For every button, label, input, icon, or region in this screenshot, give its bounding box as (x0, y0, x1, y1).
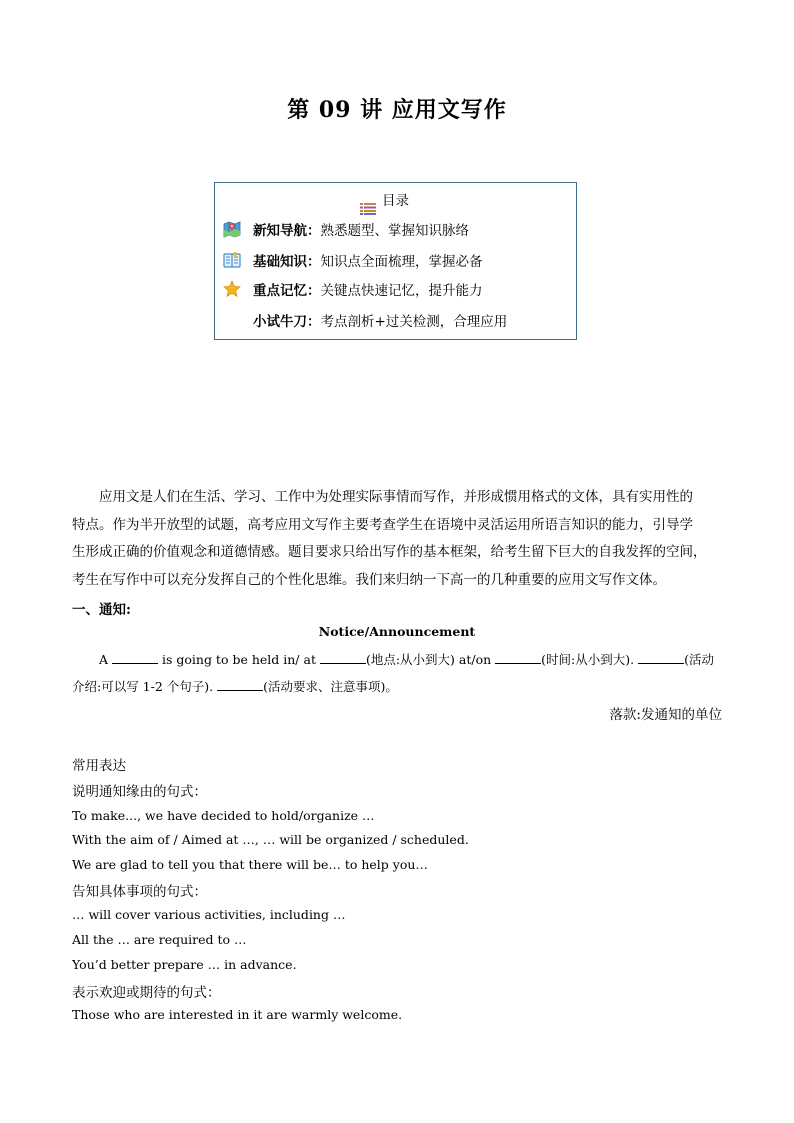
expression-line: All the … are required to … (72, 932, 247, 947)
notice-template-line-1 (99, 650, 714, 668)
blank-line (638, 651, 684, 664)
toc-item-label: 小试牛刀： (253, 314, 321, 330)
list-icon (360, 203, 376, 215)
table-of-contents (214, 182, 577, 340)
template-text: A (99, 652, 109, 667)
toc-item-text: 关键点快速记忆，提升能力 (320, 283, 483, 299)
intro-line: 考生在写作中可以充分发挥自己的个性化思维。我们来归纳一下高一的几种重要的应用文写作文体。 (72, 571, 666, 588)
toc-item-basics[interactable] (223, 249, 483, 271)
notice-template-line-2 (72, 677, 398, 695)
toc-item-practice[interactable] (223, 309, 507, 331)
template-text: (时间:从小到大). (541, 652, 635, 667)
toc-header: 目录 (382, 193, 409, 209)
template-text: is going to be held in/ at (162, 652, 316, 667)
toc-item-text: 考点剖析+过关检测，合理应用 (320, 314, 508, 330)
toc-item-label: 新知导航： (253, 223, 321, 239)
star-icon (223, 280, 241, 298)
expression-line: To make..., we have decided to hold/organize … (72, 808, 375, 823)
group-heading: 告知具体事项的句式： (72, 884, 207, 900)
template-text: 介绍:可以写 1-2 个句子). (72, 679, 214, 694)
group-heading: 说明通知缘由的句式： (72, 784, 207, 800)
template-text: (地点:从小到大) at/on (365, 652, 492, 667)
intro-paragraph (72, 484, 722, 594)
group-heading: 表示欢迎或期待的句式： (72, 985, 221, 1001)
expressions-heading: 常用表达 (72, 758, 126, 774)
expression-line: … will cover various activities, including … (72, 907, 346, 922)
toc-item-text: 知识点全面梳理，掌握必备 (320, 254, 483, 270)
expression-line: Those who are interested in it are warmly welcome. (72, 1007, 403, 1022)
intro-line: 特点。作为半开放型的试题，高考应用文写作主要考查学生在语境中灵活运用所语言知识的能力，引导学 (72, 516, 693, 533)
blank-line (495, 651, 541, 664)
blank-line (320, 651, 366, 664)
toc-item-key-memory[interactable] (223, 278, 483, 300)
page-title: 第 09 讲 应用文写作 (287, 97, 507, 123)
blank-line (112, 651, 158, 664)
book-icon (223, 251, 241, 269)
blank-icon-slot (223, 311, 241, 329)
intro-line: 应用文是人们在生活、学习、工作中为处理实际事情而写作，并形成惯用格式的文体，具有实用性的 (99, 489, 693, 505)
expression-line: You’d better prepare … in advance. (72, 957, 297, 972)
section-heading: 一、通知: (72, 602, 131, 618)
toc-item-text: 熟悉题型、掌握知识脉络 (320, 223, 469, 239)
blank-line (217, 678, 263, 691)
toc-item-label: 基础知识： (253, 254, 321, 270)
map-icon (223, 220, 241, 238)
toc-item-label: 重点记忆： (253, 283, 321, 299)
toc-item-new-knowledge[interactable] (223, 218, 469, 240)
expression-line: We are glad to tell you that there will be… to help you… (72, 857, 428, 872)
intro-line: 生形成正确的价值观念和道德情感。题目要求只给出写作的基本框架，给考生留下巨大的自我发挥的空间， (72, 544, 707, 560)
template-text: (活动要求、注意事项)。 (263, 679, 398, 694)
section-subtitle: Notice/Announcement (318, 624, 476, 639)
template-text: (活动 (684, 652, 714, 667)
expression-line: With the aim of / Aimed at …, … will be organized / scheduled. (72, 832, 469, 847)
signature-note: 落款:发通知的单位 (609, 707, 722, 723)
